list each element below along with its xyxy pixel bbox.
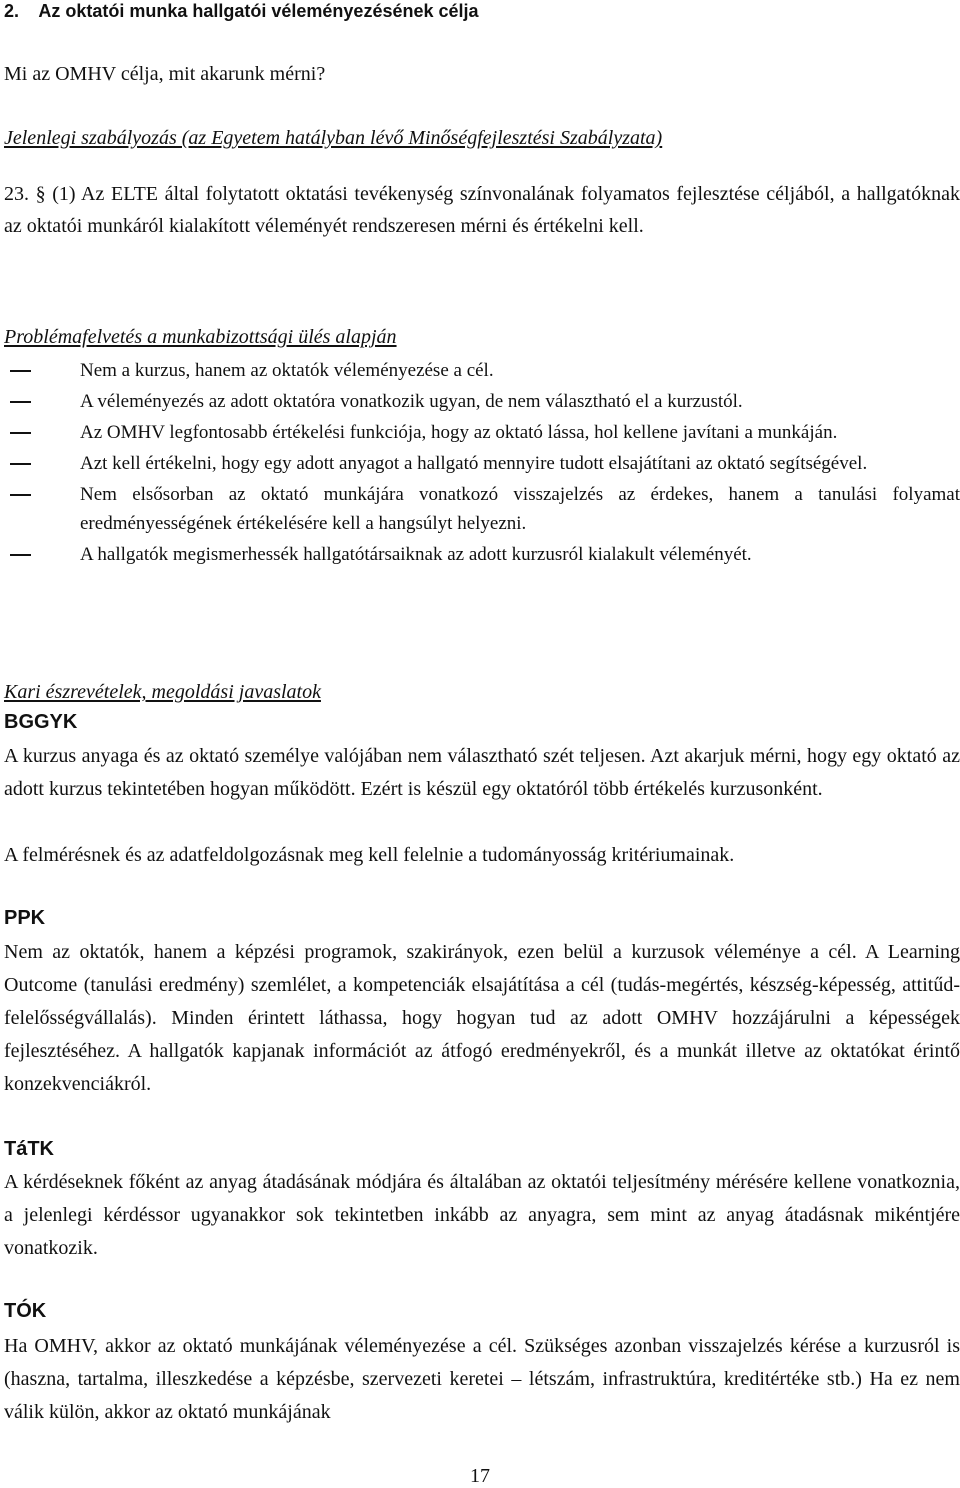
list-item [4,480,960,538]
bggyk-paragraph-1: A kurzus anyaga és az oktató személye valójában nem választható szét teljesen. Azt akarjuk mérni, hogy egy oktató az adott kurzus tekintetében hogyan működött. Ezért is készül egy oktatóról több értékelés kurzusonként. [4,745,960,800]
list-item [4,418,960,447]
dash-bullet-icon [10,432,31,434]
list-item [4,540,960,569]
problems-list [4,356,960,571]
faculty-heading: Kari észrevételek, megoldási javaslatok [4,681,321,703]
tok-paragraph-1: Ha OMHV, akkor az oktató munkájának véleményezése a cél. Szükséges azonban visszajelzés kérése a kurzusról is (haszna, tartalma, illeszkedése a képzésbe, szervezeti keretei – létszám, infrastruktúra, kreditértéke stb.) Ha ez nem válik külön, akkor az oktató munkájának [4,1335,960,1423]
faculty-label-tok: TÓK [4,1300,47,1322]
list-item-text: A véleményezés az adott oktatóra vonatkozik ugyan, de nem választható el a kurzustól. [80,391,743,412]
list-item-text: Nem elsősorban az oktató munkájára vonatkozó visszajelzés az érdekes, hanem a tanulási folyamat eredményességének értékelésére kell a hangsúlyt helyezni. [80,484,960,534]
dash-bullet-icon [10,401,31,403]
ppk-paragraph-1: Nem az oktatók, hanem a képzési programok, szakirányok, ezen belül a kurzusok véleménye a cél. A Learning Outcome (tanulási eredmény) szemlélet, a kompetenciák elsajátítása a cél (tudás-megértés, készség-képesség, attitűd-felelősségvállalás). Minden érintett láthassa, hogy hogyan tud az adott OMHV hozzájárulni a képességek fejlesztéséhez. A hallgatók kapjanak információt az átfogó eredményekről, és a munkát illetve az oktatókat érintő konzekvenciákról. [4,941,960,1095]
dash-bullet-icon [10,370,31,372]
list-item [4,387,960,416]
question-line: Mi az OMHV célja, mit akarunk mérni? [4,63,326,85]
page-number: 17 [470,1465,490,1487]
list-item-text: Az OMHV legfontosabb értékelési funkciója, hogy az oktató lássa, hol kellene javítani a munkáján. [80,422,838,443]
faculty-label-tatk: TáTK [4,1138,54,1160]
faculty-label-ppk: PPK [4,907,46,929]
tatk-paragraph-1: A kérdéseknek főként az anyag átadásának módjára és általában az oktatói teljesítmény mérésére kellene vonatkoznia, a jelenlegi kérdéssor ugyanakkor sok tekintetben inkább az anyagra, sem mint az anyag átadásnak mikéntjére vonatkozik. [4,1171,960,1259]
dash-bullet-icon [10,463,31,465]
list-item-text: A hallgatók megismerhessék hallgatótársaiknak az adott kurzusról kialakult véleményét. [80,544,752,565]
dash-bullet-icon [10,494,31,496]
problems-heading: Problémafelvetés a munkabizottsági ülés alapján [4,326,397,348]
dash-bullet-icon [10,554,31,556]
faculty-label-bggyk: BGGYK [4,711,78,733]
regulation-paragraph: 23. § (1) Az ELTE által folytatott oktatási tevékenység színvonalának folyamatos fejlesztése céljából, a hallgatóknak az oktatói munkáról kialakított véleményét rendszeresen mérni és értékelni kell. [4,183,960,237]
list-item-text: Nem a kurzus, hanem az oktatók véleményezése a cél. [80,360,494,381]
list-item-text: Azt kell értékelni, hogy egy adott anyagot a hallgató mennyire tudott elsajátítani az oktató segítségével. [80,453,868,474]
list-item [4,449,960,478]
list-item [4,356,960,385]
regulation-heading: Jelenlegi szabályozás (az Egyetem hatályban lévő Minőségfejlesztési Szabályzata) [4,127,663,149]
section-heading: 2. Az oktatói munka hallgatói véleményezésének célja [4,1,479,21]
bggyk-paragraph-2: A felmérésnek és az adatfeldolgozásnak meg kell felelnie a tudományosság kritériumainak. [4,844,735,866]
